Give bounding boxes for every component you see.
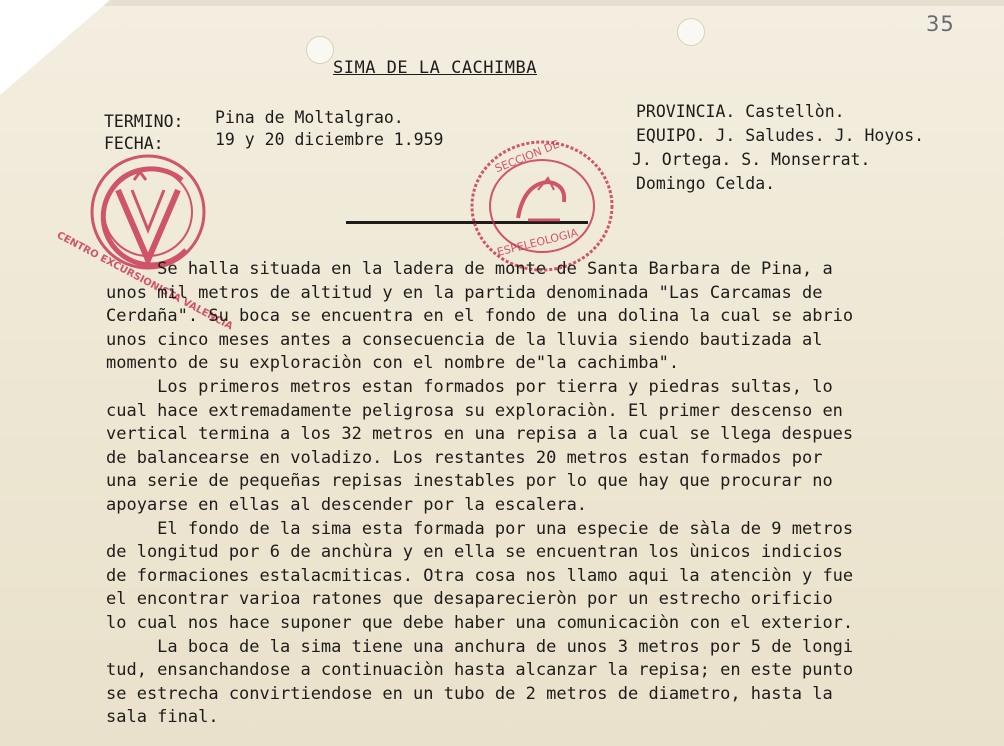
- body-line: Cerdaña". Su boca se encuentra en el fondo de una dolina la cual se abrio: [106, 306, 854, 327]
- stamp-text-left: CENTRO EXCURSIONISTA VALENCIA: [54, 230, 235, 333]
- stamp-text-right-bottom: ESPELEOLOGIA: [495, 226, 580, 259]
- body-line: sala final.: [106, 707, 219, 728]
- body-line: tud, ensanchandose a continuaciòn hasta alcanzar la repisa; en este punto: [106, 660, 854, 681]
- cave-emblem-icon: [468, 138, 616, 274]
- page-title: SIMA DE LA CACHIMBA: [333, 58, 537, 78]
- seccion-espeleologia-stamp: [468, 138, 616, 274]
- equipo-line-2: J. Ortega. S. Monserrat.: [632, 150, 871, 169]
- stamp-text-right-top: SECCION DE: [493, 137, 562, 176]
- body-line: unos mil metros de altitud y en la partida denominada "Las Carcamas de: [106, 282, 823, 303]
- body-text: [106, 258, 1002, 730]
- body-line: el encontrar varioa ratones que desaparecieròn por un estrecho orificio: [106, 589, 833, 610]
- body-line: El fondo de la sima esta formada por una especie de sàla de 9 metros: [106, 518, 854, 539]
- page-number: 35: [926, 12, 955, 36]
- body-line: Los primeros metros estan formados por tierra y piedras sultas, lo: [106, 376, 833, 397]
- equipo-line-3: Domingo Celda.: [636, 174, 776, 193]
- provincia: PROVINCIA. Castellòn.: [636, 102, 845, 121]
- body-line: La boca de la sima tiene una anchura de unos 3 metros por 5 de longi: [106, 636, 854, 657]
- fecha-value: 19 y 20 diciembre 1.959: [215, 130, 444, 149]
- body-line: apoyarse en ellas al descender por la escalera.: [106, 494, 588, 515]
- equipo-line-1: EQUIPO. J. Saludes. J. Hoyos.: [636, 126, 925, 145]
- body-line: una serie de pequeñas repisas inestables por lo que hay que procurar no: [106, 471, 833, 492]
- punch-hole-left: [306, 36, 334, 64]
- punch-hole-right: [677, 18, 705, 46]
- termino-label: TERMINO:: [104, 112, 184, 131]
- top-edge: [0, 0, 1004, 6]
- body-line: vertical termina a los 32 metros en una repisa a la cual se llega despues: [106, 424, 854, 445]
- body-line: Se halla situada en la ladera de monte de Santa Barbara de Pina, a: [106, 259, 833, 279]
- fecha-label: FECHA:: [104, 134, 164, 153]
- body-line: se estrecha convirtiendose en un tubo de 2 metros de diametro, hasta la: [106, 683, 833, 704]
- body-line: cual hace extremadamente peligrosa su exploraciòn. El primer descenso en: [106, 400, 843, 421]
- body-line: de longitud por 6 de anchùra y en ella se encuentran los ùnicos indicios: [106, 542, 843, 563]
- body-line: de balancearse en voladizo. Los restantes 20 metros estan formados por: [106, 447, 823, 468]
- body-line: lo cual nos hace suponer que debe haber una comunicaciòn con el exterior.: [106, 612, 854, 633]
- body-line: momento de su exploraciòn con el nombre de"la cachimba".: [106, 353, 680, 374]
- body-line: unos cinco meses antes a consecuencia de la lluvia siendo bautizada al: [106, 329, 823, 350]
- body-line: de formaciones estalacmiticas. Otra cosa nos llamo aqui la atenciòn y fue: [106, 565, 854, 586]
- termino-value: Pina de Moltalgrao.: [215, 108, 404, 127]
- folded-corner: [0, 0, 110, 95]
